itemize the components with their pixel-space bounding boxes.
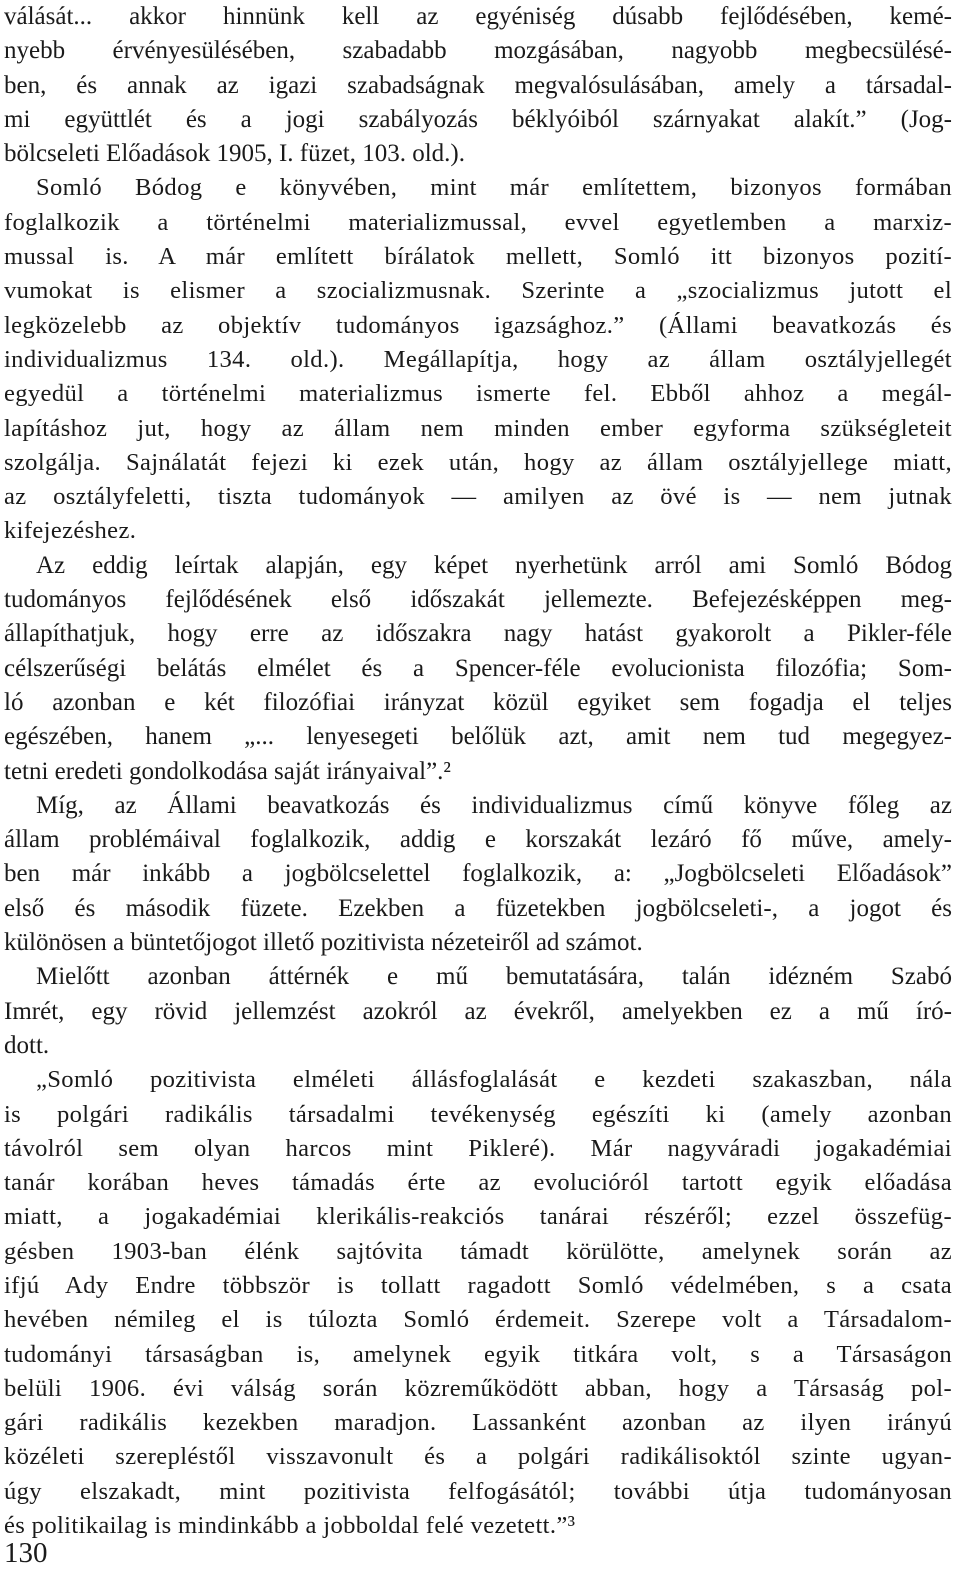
text-line: úgy elszakadt, mint pozitivista felfogásától; további útja tudományosan — [4, 1477, 952, 1505]
text-line: bölcseleti Előadások 1905, I. füzet, 103. old.). — [4, 140, 465, 168]
text-line: ifjú Ady Endre többször is tollatt ragadott Somló védelmében, s a csata — [4, 1271, 952, 1299]
text-line: miatt, a jogakadémiai klerikális-reakciós tanárai részéről; ezzel összefüg- — [4, 1203, 952, 1231]
paragraph — [4, 960, 952, 1063]
text-line: tanár korában heves támadás érte az evolucióról tartott egyik előadása — [4, 1169, 952, 1197]
text-line: kifejezéshez. — [4, 517, 137, 545]
text-line: egyedül a történelmi materializmus ismerte fel. Ebből ahhoz a megál- — [4, 380, 952, 408]
text-line: ló azonban e két filozófiai irányzat közül egyiket sem fogadja el teljes — [4, 688, 952, 716]
text-line: „Somló pozitivista elméleti állásfoglalását e kezdeti szakaszban, nála — [36, 1066, 952, 1094]
text-line: belüli 1906. évi válság során közreműködött abban, hogy a Társaság pol- — [4, 1374, 952, 1402]
text-line: Mielőtt azonban áttérnék e mű bemutatására, talán idézném Szabó — [36, 963, 952, 991]
text-line: különösen a büntetőjogot illető pozitivista nézeteiről ad számot. — [4, 929, 643, 957]
text-line: legközelebb az objektív tudományos igazsághoz.” (Állami beavatkozás és — [4, 311, 952, 339]
text-line: ben, és annak az igazi szabadságnak megvalósulásában, amely a társadal- — [4, 71, 952, 99]
paragraph — [4, 1063, 952, 1543]
body-text — [4, 0, 952, 1543]
text-line: közéleti szerepléstől visszavonult és a polgári radikálisoktól szinte ugyan- — [4, 1443, 952, 1471]
text-line: Az eddig leírtak alapján, egy képet nyerhetünk arról ami Somló Bódog — [36, 551, 952, 579]
text-line: állam problémáival foglalkozik, addig e korszakát lezáró fő műve, amely- — [4, 826, 952, 854]
text-line: Somló Bódog e könyvében, mint már említettem, bizonyos formában — [36, 174, 952, 202]
text-line: és politikailag is mindinkább a jobboldal felé vezetett.”³ — [4, 1512, 576, 1540]
text-line: tetni eredeti gondolkodása saját irányaival”.² — [4, 757, 451, 785]
text-line: Míg, az Állami beavatkozás és individualizmus című könyve főleg az — [36, 791, 952, 819]
paragraph — [4, 789, 952, 960]
text-line: ben már inkább a jogbölcselettel foglalkozik, a: „Jogbölcseleti Előadások” — [4, 860, 952, 888]
text-line: is polgári radikális társadalmi tevékenység egészíti ki (amely azonban — [4, 1100, 952, 1128]
text-line: gésben 1903-ban élénk sajtóvita támadt körülötte, amelynek során az — [4, 1237, 952, 1265]
paragraph — [4, 549, 952, 789]
text-line: állapíthatjuk, hogy erre az időszakra nagy hatást gyakorolt a Pikler-féle — [4, 620, 952, 648]
text-line: nyebb érvényesülésében, szabadabb mozgásában, nagyobb megbecsülésé- — [4, 37, 952, 65]
text-line: foglalkozik a történelmi materializmussal, evvel egyetlemben a marxiz- — [4, 208, 952, 236]
paragraph — [4, 0, 952, 171]
text-line: válását... akkor hinnünk kell az egyéniség dúsabb fejlődésében, kemé- — [4, 3, 952, 30]
text-line: mi együttlét és a jogi szabályozás béklyóiból szárnyakat alakít.” (Jog- — [4, 105, 952, 133]
text-line: individualizmus 134. old.). Megállapítja, hogy az állam osztályjellegét — [4, 345, 952, 373]
paragraph — [4, 171, 952, 548]
text-line: mussal is. A már említett bírálatok mellett, Somló itt bizonyos pozití- — [4, 243, 952, 271]
text-line: első és második füzete. Ezekben a füzetekben jogbölcseleti-, a jogot és — [4, 894, 952, 922]
text-line: Imrét, egy rövid jellemzést azokról az évekről, amelyekben ez a mű író- — [4, 997, 952, 1025]
text-line: tudományi társaságban is, amelynek egyik titkára volt, s a Társaságon — [4, 1340, 952, 1368]
text-line: az osztályfeletti, tiszta tudományok — amilyen az övé is — nem jutnak — [4, 483, 952, 511]
text-line: tudományos fejlődésének első időszakát jellemezte. Befejezésképpen meg- — [4, 586, 952, 614]
text-line: célszerűségi belátás elmélet és a Spencer-féle evolucionista filozófia; Som- — [4, 654, 952, 682]
text-line: gári radikális kezekben maradjon. Lassanként azonban az ilyen irányú — [4, 1409, 952, 1437]
text-line: dott. — [4, 1031, 50, 1059]
text-line: vumokat is elismer a szocializmusnak. Szerinte a „szocializmus jutott el — [4, 277, 952, 305]
text-line: hevében némileg el is túlozta Somló érdemeit. Szerepe volt a Társadalom- — [4, 1306, 952, 1334]
text-line: távolról sem olyan harcos mint Pikleré). Már nagyváradi jogakadémiai — [4, 1134, 952, 1162]
text-line: egészében, hanem „... lenyesegeti belőlük azt, amit nem tud megegyez- — [4, 723, 952, 751]
text-line: szolgálja. Sajnálatát fejezi ki ezek után, hogy az állam osztályjellege miatt, — [4, 448, 952, 476]
text-line: lapításhoz jut, hogy az állam nem minden ember egyforma szükségleteit — [4, 414, 952, 442]
page-number: 130 — [4, 1537, 48, 1569]
